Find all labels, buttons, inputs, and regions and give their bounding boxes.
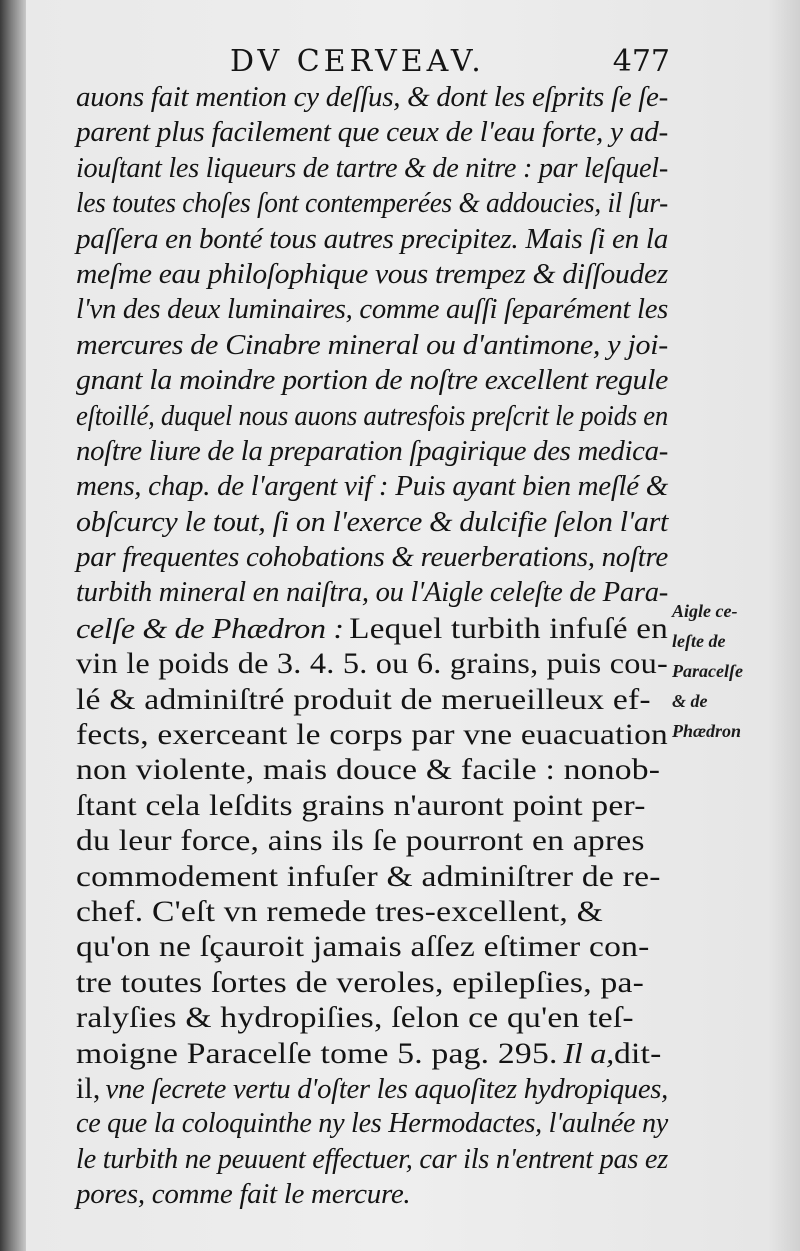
text-line: meſme eau philoſophique vous trempez & diſſoudez xyxy=(76,257,668,290)
text-line-mixed xyxy=(76,1071,668,1106)
body-text xyxy=(76,80,668,1213)
text-segment-roman: il, xyxy=(76,1071,101,1105)
text-line-mixed xyxy=(76,1036,668,1071)
text-line: commodement infuſer & adminiſtrer de re- xyxy=(76,859,661,893)
text-line: paſſera en bonté tous autres precipitez. Mais ſi en la xyxy=(76,222,668,255)
margin-note-line: leſte de xyxy=(672,631,726,651)
text-segment-roman: dit- xyxy=(613,1036,662,1070)
text-line: eſtoillé, duquel nous auons autresfois preſcrit le poids en xyxy=(76,399,668,432)
text-line: par frequentes cohobations & reuerberations, noſtre xyxy=(76,541,668,574)
text-line: vin le poids de 3. 4. 5. ou 6. grains, puis cou- xyxy=(76,647,668,681)
text-segment-italic: vne ſecrete vertu d'oſter les aquoſitez hydropiques, xyxy=(105,1072,668,1105)
text-line: l'vn des deux luminaires, comme auſſi ſeparément les xyxy=(76,293,668,326)
text-line: qu'on ne ſçauroit jamais aſſez eſtimer con- xyxy=(76,930,650,964)
text-line: ralyſies & hydropiſies, ſelon ce qu'en teſ- xyxy=(76,1001,634,1035)
book-spine-shadow xyxy=(0,0,26,1251)
text-line: mens, chap. de l'argent vif : Puis ayant bien meſlé & xyxy=(76,470,668,503)
text-line: chef. C'eſt vn remede tres-excellent, & xyxy=(76,894,603,928)
text-line: le turbith ne peuuent effectuer, car ils n'entrent pas ez xyxy=(76,1142,668,1175)
text-line: parent plus facilement que ceux de l'eau forte, y ad- xyxy=(76,116,668,149)
margin-note xyxy=(672,596,792,746)
margin-note-line: Aigle ce- xyxy=(672,601,738,621)
text-line: ſtant cela leſdits grains n'auront point per- xyxy=(76,788,646,822)
text-line-mixed xyxy=(76,611,668,646)
text-line: turbith mineral en naiſtra, ou l'Aigle celeſte de Para- xyxy=(76,576,668,609)
margin-note-line: Paracelſe xyxy=(672,661,743,681)
text-line: gnant la moindre portion de noſtre excellent regule xyxy=(76,364,668,397)
text-line: non violente, mais douce & facile : nonob- xyxy=(76,753,661,787)
text-line: ce que la coloquinthe ny les Hermodactes, l'aulnée ny xyxy=(76,1107,668,1140)
text-line: tre toutes ſortes de veroles, epilepſies, pa- xyxy=(76,965,645,999)
text-line: obſcurcy le tout, ſi on l'exerce & dulcifie ſelon l'art xyxy=(76,505,668,538)
page-number: 477 xyxy=(612,44,670,79)
text-segment-italic: Il a, xyxy=(563,1037,614,1070)
text-line: du leur force, ains ils ſe pourront en apres xyxy=(76,824,645,858)
text-segment-roman: moigne Paracelſe tome 5. pag. 295. xyxy=(76,1036,558,1070)
text-line: mercures de Cinabre mineral ou d'antimone, y joi- xyxy=(76,328,668,361)
margin-note-line: & de xyxy=(672,691,708,711)
text-line: fects, exerceant le corps par vne euacuation xyxy=(76,718,668,752)
text-line: les toutes choſes ſont contemperées & addoucies, il ſur- xyxy=(76,187,668,220)
text-line: noſtre liure de la preparation ſpagirique des medica- xyxy=(76,434,668,467)
page-header xyxy=(230,44,670,84)
text-line: lé & adminiſtré produit de merueilleux ef- xyxy=(76,682,651,716)
margin-note-line: Phædron xyxy=(672,721,742,741)
text-segment-roman: Lequel turbith infuſé en xyxy=(349,611,668,645)
text-line: auons fait mention cy deſſus, & dont les eſprits ſe ſe- xyxy=(76,81,668,113)
text-line: pores, comme fait le mercure. xyxy=(76,1178,411,1211)
text-segment-italic: celſe & de Phædron : xyxy=(76,612,344,645)
text-line: iouſtant les liqueurs de tartre & de nitre : par leſquel- xyxy=(76,151,668,184)
running-head: DV CERVEAV. xyxy=(230,44,485,79)
